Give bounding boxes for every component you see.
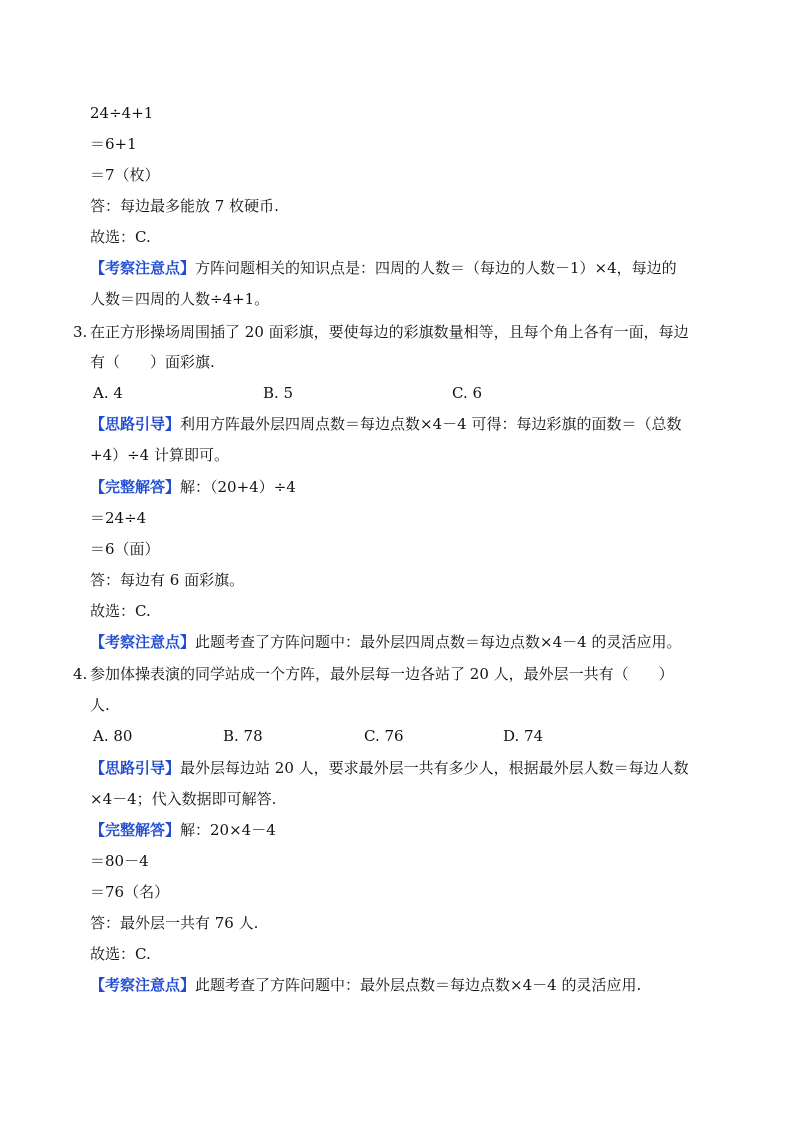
solution-line: [90, 477, 296, 497]
note-line: 人数＝四周的人数÷4+1。: [90, 290, 270, 308]
note-tag: 【考察注意点】: [90, 976, 196, 994]
hint-text: 利用方阵最外层四周点数＝每边点数×4－4 可得：每边彩旗的面数＝（总数: [180, 415, 682, 433]
hint-line: +4）÷4 计算即可。: [90, 446, 229, 464]
option-b: B. 78: [223, 727, 263, 745]
calc-line: ＝6+1: [90, 135, 137, 153]
question-number: 4.: [73, 665, 88, 683]
calc-line: ＝24÷4: [90, 509, 147, 527]
choice-line: 故选：C.: [90, 945, 151, 963]
note-tag: 【考察注意点】: [90, 259, 196, 277]
note-line: [90, 258, 677, 278]
solution-text: 解：（20+4）÷4: [180, 478, 296, 496]
answer-line: 答：每边有 6 面彩旗。: [90, 571, 245, 589]
note-tag: 【考察注意点】: [90, 633, 196, 651]
question-stem: 在正方形操场周围插了 20 面彩旗，要使每边的彩旗数量相等，且每个角上各有一面，每边: [90, 323, 689, 341]
note-text: 方阵问题相关的知识点是：四周的人数＝（每边的人数－1）×4，每边的: [195, 259, 677, 277]
choice-line: 故选：C.: [90, 602, 151, 620]
calc-line: 24÷4+1: [90, 104, 154, 122]
hint-line: [90, 414, 681, 434]
option-c: C. 6: [452, 384, 483, 402]
note-text: 此题考查了方阵问题中：最外层四周点数＝每边点数×4－4 的灵活应用。: [195, 633, 682, 651]
option-a: A. 80: [93, 727, 133, 745]
solution-tag: 【完整解答】: [90, 821, 181, 839]
solution-text: 解：20×4－4: [180, 821, 276, 839]
hint-line: ×4－4；代入数据即可解答.: [90, 790, 277, 808]
solution-line: [90, 820, 276, 840]
note-line: [90, 975, 641, 995]
option-d: D. 74: [503, 727, 544, 745]
hint-line: [90, 758, 689, 778]
question-stem: 参加体操表演的同学站成一个方阵，最外层每一边各站了 20 人，最外层一共有（ ）: [90, 665, 674, 683]
solution-tag: 【完整解答】: [90, 478, 181, 496]
answer-line: 答：每边最多能放 7 枚硬币.: [90, 197, 279, 215]
option-a: A. 4: [93, 384, 123, 402]
calc-line: ＝7（枚）: [90, 166, 160, 184]
choice-line: 故选：C.: [90, 228, 151, 246]
option-c: C. 76: [364, 727, 404, 745]
calc-line: ＝6（面）: [90, 540, 160, 558]
question-number: 3.: [73, 323, 88, 341]
option-b: B. 5: [263, 384, 294, 402]
answer-line: 答：最外层一共有 76 人.: [90, 914, 259, 932]
hint-tag: 【思路引导】: [90, 759, 181, 777]
calc-line: ＝80－4: [90, 852, 149, 870]
hint-text: 最外层每边站 20 人，要求最外层一共有多少人，根据最外层人数＝每边人数: [180, 759, 689, 777]
hint-tag: 【思路引导】: [90, 415, 181, 433]
note-line: [90, 632, 681, 652]
note-text: 此题考查了方阵问题中：最外层点数＝每边点数×4－4 的灵活应用.: [195, 976, 642, 994]
question-stem: 有（ ）面彩旗.: [90, 353, 215, 371]
question-stem: 人.: [90, 696, 110, 714]
calc-line: ＝76（名）: [90, 883, 170, 901]
